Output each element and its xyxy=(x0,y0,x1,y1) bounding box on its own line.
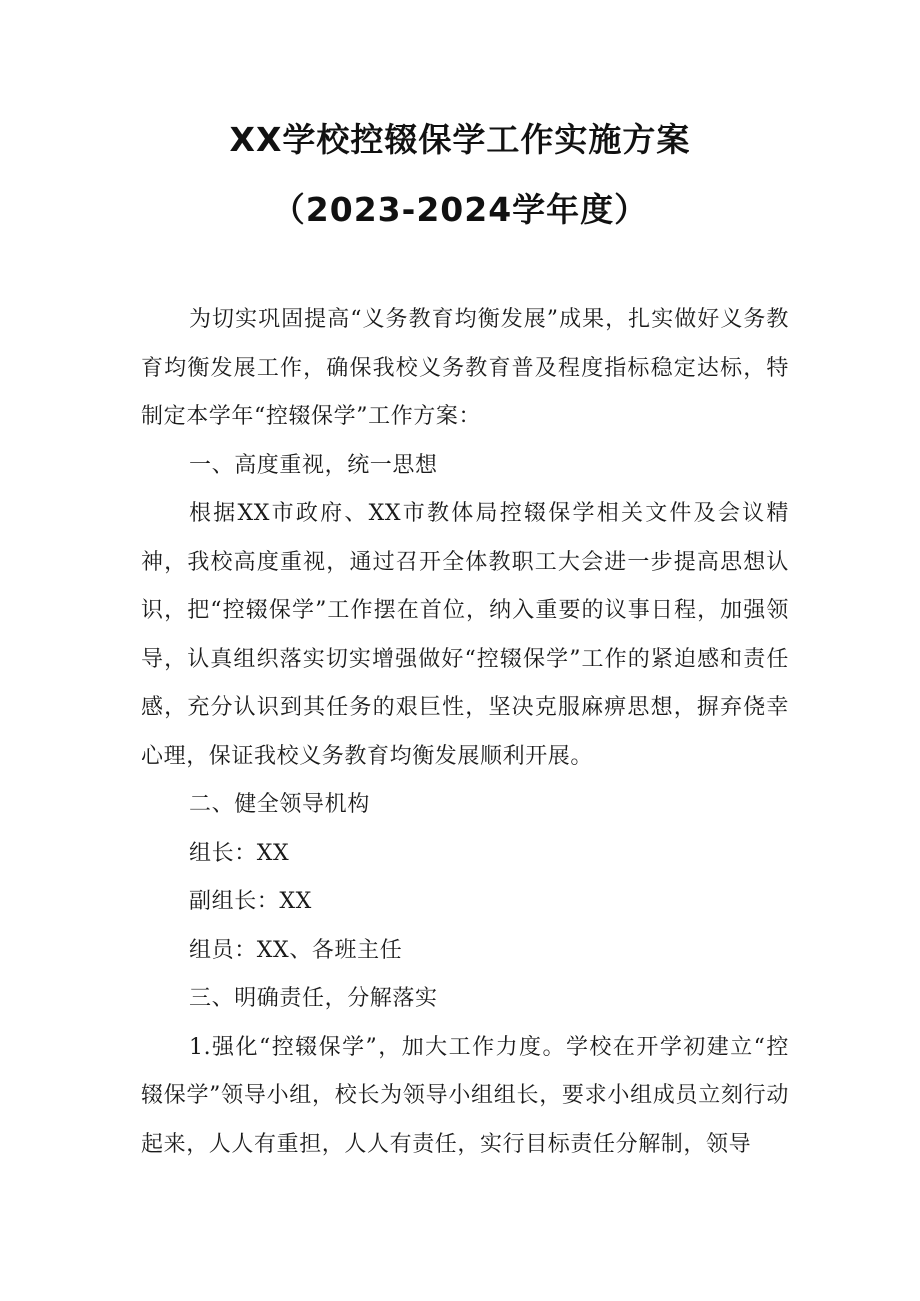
intro-paragraph: 为切实巩固提高“义务教育均衡发展”成果，扎实做好义务教育均衡发展工作，确保我校义务教育普及程度指标稳定达标，特制定本学年“控辍保学”工作方案： xyxy=(141,307,789,429)
leader-line: 组长：XX xyxy=(189,840,290,866)
document-body xyxy=(141,296,789,1169)
section-1-paragraph: 根据XX市政府、XX市教体局控辍保学相关文件及会议精神，我校高度重视，通过召开全体教职工大会进一步提高思想认识，把“控辍保学”工作摆在首位，纳入重要的议事日程，加强领导，认真组织落实切实增强做好“控辍保学”工作的紧迫感和责任感，充分认识到其任务的艰巨性，坚决克服麻痹思想，摒弃侥幸心理，保证我校义务教育均衡发展顺利开展。 xyxy=(141,501,789,769)
section-heading-2: 二、健全领导机构 xyxy=(189,792,370,817)
document-subtitle: （2023-2024学年度） xyxy=(271,190,649,229)
section-heading-3: 三、明确责任，分解落实 xyxy=(189,986,438,1011)
section-heading-1: 一、高度重视，统一思想 xyxy=(189,452,438,478)
section-3-item-1: 1.强化“控辍保学”，加大工作力度。学校在开学初建立“控辍保学”领导小组，校长为领导小组组长，要求小组成员立刻行动起来，人人有重担，人人有责任，实行目标责任分解制，领导 xyxy=(141,1034,789,1157)
deputy-leader-line: 副组长：XX xyxy=(189,889,312,914)
document-title: XX学校控辍保学工作实施方案 xyxy=(229,120,691,159)
members-line: 组员：XX、各班主任 xyxy=(189,937,403,963)
